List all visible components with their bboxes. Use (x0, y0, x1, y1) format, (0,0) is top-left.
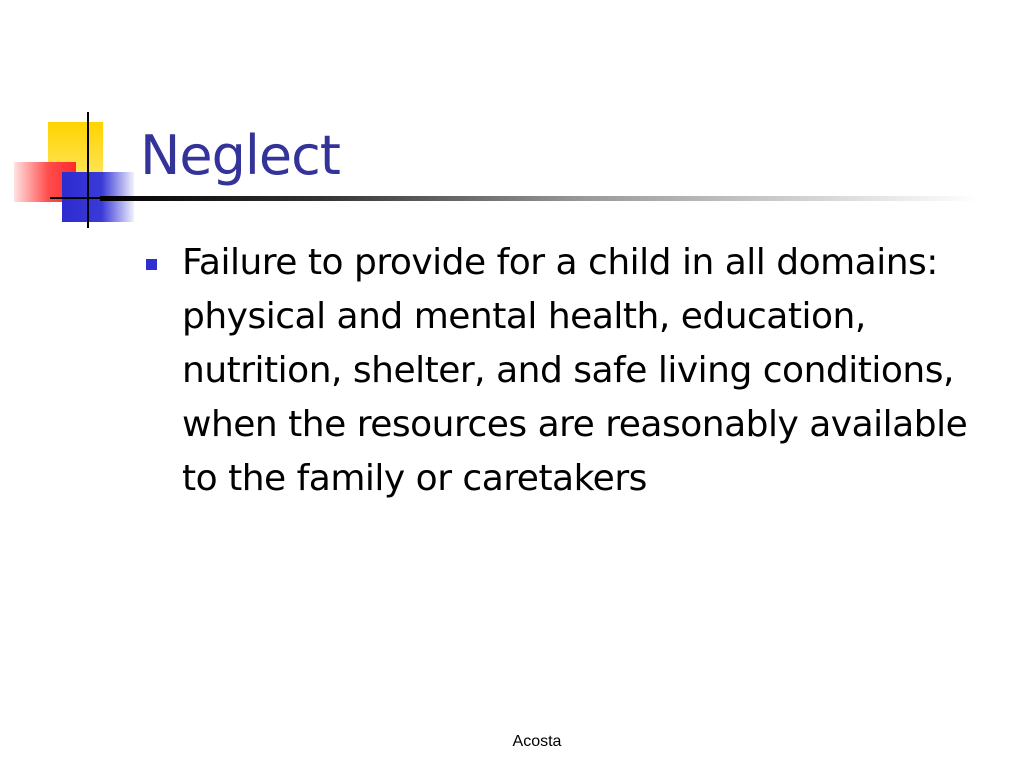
slide-title: Neglect (140, 124, 340, 187)
bullet-text: Failure to provide for a child in all domains: physical and mental health, education, nutrition, shelter, and safe living conditions, when the resources are reasonably available to the family or caretakers (182, 242, 968, 499)
slide-logo (0, 0, 140, 240)
title-underline (100, 196, 980, 201)
logo-vertical-line (87, 112, 89, 228)
slide-footer: Acosta (512, 733, 562, 750)
square-bullet-icon (146, 259, 157, 270)
